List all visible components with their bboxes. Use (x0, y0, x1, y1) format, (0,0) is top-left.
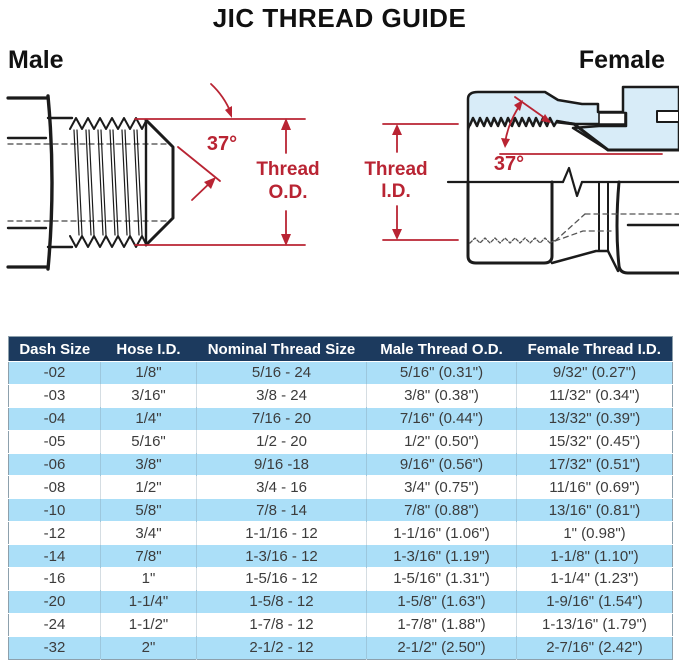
table-cell: 5/16" (0.31") (367, 362, 517, 385)
table-cell: 2" (101, 636, 197, 659)
male-fitting-drawing (8, 96, 173, 269)
table-cell: 1" (0.98") (517, 522, 673, 545)
thread-size-table-wrap (8, 336, 672, 660)
table-cell: 1-9/16" (1.54") (517, 590, 673, 613)
table-cell: -08 (9, 476, 101, 499)
table-cell: -14 (9, 545, 101, 568)
table-cell: 2-7/16" (2.42") (517, 636, 673, 659)
table-cell: 1/2" (0.50") (367, 430, 517, 453)
table-body (9, 362, 673, 660)
table-row (9, 568, 673, 591)
table-cell: 3/4" (101, 522, 197, 545)
table-cell: 7/16 - 20 (197, 407, 367, 430)
table-cell: 1-3/16" (1.19") (367, 545, 517, 568)
table-row (9, 453, 673, 476)
table-cell: 1-1/4" (1.23") (517, 568, 673, 591)
table-cell: 13/16" (0.81") (517, 499, 673, 522)
table-row (9, 613, 673, 636)
column-header: Hose I.D. (101, 337, 197, 362)
female-angle-label: 37° (493, 153, 525, 175)
table-cell: 7/8" (0.88") (367, 499, 517, 522)
table-header (9, 337, 673, 362)
table-cell: 13/32" (0.39") (517, 407, 673, 430)
table-row (9, 590, 673, 613)
slot-gap (599, 113, 625, 124)
column-header: Female Thread I.D. (517, 337, 673, 362)
table-cell: 15/32" (0.45") (517, 430, 673, 453)
column-header: Dash Size (9, 337, 101, 362)
female-section-label: Female (578, 46, 665, 74)
male-dim-label-line2: O.D. (268, 182, 308, 203)
table-header-row (9, 337, 673, 362)
table-cell: 5/16" (101, 430, 197, 453)
female-fitting-diagram (340, 78, 679, 310)
table-cell: 5/8" (101, 499, 197, 522)
table-cell: 5/16 - 24 (197, 362, 367, 385)
female-dim-label-line2: I.D. (381, 181, 411, 202)
table-cell: 1-5/8 - 12 (197, 590, 367, 613)
table-cell: 9/32" (0.27") (517, 362, 673, 385)
table-row (9, 384, 673, 407)
table-cell: 1-13/16" (1.79") (517, 613, 673, 636)
table-cell: 1-3/16 - 12 (197, 545, 367, 568)
page-title: JIC THREAD GUIDE (212, 3, 467, 33)
table-cell: 1/2 - 20 (197, 430, 367, 453)
table-cell: 1-5/16 - 12 (197, 568, 367, 591)
female-fitting-drawing (448, 87, 679, 273)
table-cell: 3/8 - 24 (197, 384, 367, 407)
male-thread-helix-lines (74, 130, 142, 235)
column-header: Male Thread O.D. (367, 337, 517, 362)
table-cell: 11/32" (0.34") (517, 384, 673, 407)
table-cell: -32 (9, 636, 101, 659)
table-cell: 11/16" (0.69") (517, 476, 673, 499)
female-bottom-outline (468, 182, 679, 273)
table-cell: -12 (9, 522, 101, 545)
table-cell: 1-1/2" (101, 613, 197, 636)
male-angle-label: 37° (206, 133, 238, 155)
male-section-label: Male (8, 46, 64, 74)
table-cell: 3/4 - 16 (197, 476, 367, 499)
table-cell: 1-1/16" (1.06") (367, 522, 517, 545)
table-cell: 7/16" (0.44") (367, 407, 517, 430)
table-row (9, 476, 673, 499)
female-dim-label-line1: Thread (364, 159, 428, 180)
table-cell: 7/8" (101, 545, 197, 568)
table-row (9, 407, 673, 430)
table-cell: -24 (9, 613, 101, 636)
table-cell: -16 (9, 568, 101, 591)
table-cell: 1-1/4" (101, 590, 197, 613)
table-cell: 3/4" (0.75") (367, 476, 517, 499)
thread-table (8, 336, 673, 660)
male-flare-cone (146, 120, 173, 245)
table-cell: 3/8" (101, 453, 197, 476)
table-cell: -04 (9, 407, 101, 430)
table-cell: 9/16" (0.56") (367, 453, 517, 476)
table-row (9, 636, 673, 659)
male-fitting-diagram (0, 78, 340, 310)
table-cell: 3/16" (101, 384, 197, 407)
table-cell: -02 (9, 362, 101, 385)
table-cell: 2-1/2 - 12 (197, 636, 367, 659)
table-cell: 9/16 -18 (197, 453, 367, 476)
table-cell: 1-1/8" (1.10") (517, 545, 673, 568)
table-cell: 17/32" (0.51") (517, 453, 673, 476)
table-cell: 1-1/16 - 12 (197, 522, 367, 545)
table-cell: 2-1/2" (2.50") (367, 636, 517, 659)
table-cell: 3/8" (0.38") (367, 384, 517, 407)
table-row (9, 545, 673, 568)
table-cell: 1-7/8" (1.88") (367, 613, 517, 636)
table-row (9, 522, 673, 545)
male-dim-label-line1: Thread (256, 159, 320, 180)
centerline (448, 168, 679, 196)
table-cell: 7/8 - 14 (197, 499, 367, 522)
table-cell: 1/8" (101, 362, 197, 385)
table-row (9, 430, 673, 453)
table-row (9, 362, 673, 385)
table-cell: 1" (101, 568, 197, 591)
table-cell: -05 (9, 430, 101, 453)
table-cell: 1-5/8" (1.63") (367, 590, 517, 613)
stem-bore (657, 111, 679, 122)
hidden-thread-lines (470, 214, 679, 243)
table-cell: 1/2" (101, 476, 197, 499)
table-cell: 1-5/16" (1.31") (367, 568, 517, 591)
table-row (9, 499, 673, 522)
table-cell: -03 (9, 384, 101, 407)
table-cell: -10 (9, 499, 101, 522)
column-header: Nominal Thread Size (197, 337, 367, 362)
table-cell: 1/4" (101, 407, 197, 430)
table-cell: 1-7/8 - 12 (197, 613, 367, 636)
table-cell: -06 (9, 453, 101, 476)
table-cell: -20 (9, 590, 101, 613)
